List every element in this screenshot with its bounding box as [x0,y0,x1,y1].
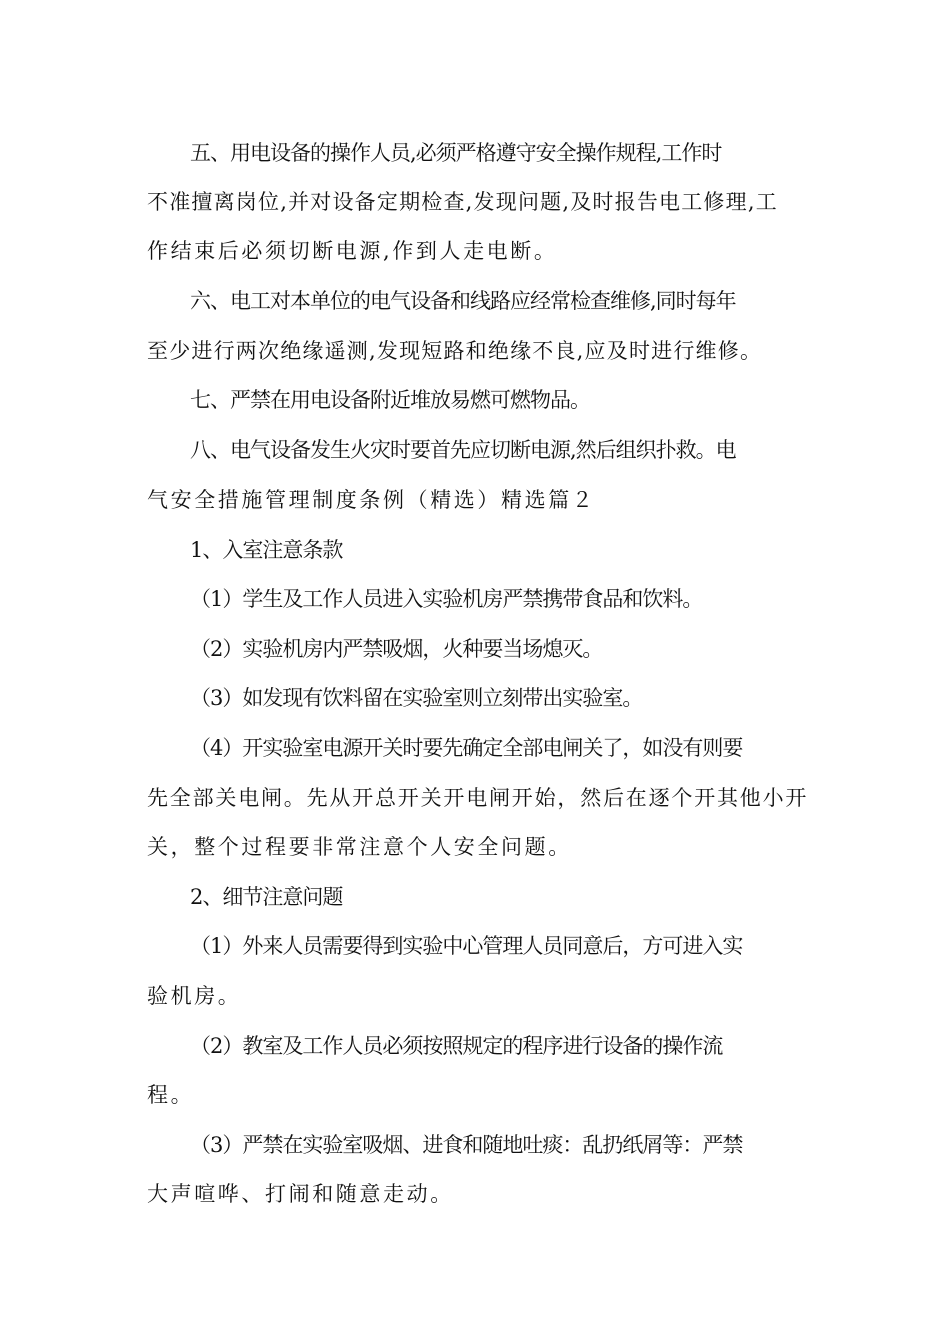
section-1-item-4-line-1: （4）开实验室电源开关时要先确定全部电闸关了，如没有则要 [190,736,743,760]
paragraph-5-line-1: 五、用电设备的操作人员,必须严格遵守安全操作规程,工作时 [190,141,722,165]
section-1-heading: 1、入室注意条款 [190,538,343,562]
section-2-item-3-line-1: （3）严禁在实验室吸烟、进食和随地吐痰：乱扔纸屑等：严禁 [190,1133,743,1157]
paragraph-6-line-2: 至少进行两次绝缘遥测,发现短路和绝缘不良,应及时进行维修。 [147,339,763,363]
section-1-item-4-line-3: 关，整个过程要非常注意个人安全问题。 [147,835,572,859]
section-2-item-3-line-2: 大声喧哗、打闹和随意走动。 [147,1182,454,1206]
section-2-heading: 2、细节注意问题 [190,885,343,909]
paragraph-8-line-1: 八、电气设备发生火灾时要首先应切断电源,然后组织扑救。电 [190,438,736,462]
section-2-item-1-line-2: 验机房。 [147,984,242,1008]
section-1-item-1: （1）学生及工作人员进入实验机房严禁携带食品和饮料。 [190,587,703,611]
section-1-item-2: （2）实验机房内严禁吸烟，火种要当场熄灭。 [190,637,603,661]
section-1-item-4-line-2: 先全部关电闸。先从开总开关开电闸开始，然后在逐个开其他小开 [147,786,809,810]
paragraph-8-line-2: 气安全措施管理制度条例（精选）精选篇２ [147,488,596,512]
paragraph-6-line-1: 六、电工对本单位的电气设备和线路应经常检查维修,同时每年 [190,289,736,313]
section-2-item-2-line-1: （2）教室及工作人员必须按照规定的程序进行设备的操作流 [190,1034,723,1058]
paragraph-5-line-3: 作结束后必须切断电源,作到人走电断。 [147,239,558,263]
section-2-item-1-line-1: （1）外来人员需要得到实验中心管理人员同意后，方可进入实 [190,934,743,958]
section-1-item-3: （3）如发现有饮料留在实验室则立刻带出实验室。 [190,686,643,710]
paragraph-7-line-1: 七、严禁在用电设备附近堆放易燃可燃物品。 [190,388,590,412]
section-2-item-2-line-2: 程。 [147,1083,195,1107]
paragraph-5-line-2: 不准擅离岗位,并对设备定期检查,发现问题,及时报告电工修理,工 [147,190,778,214]
